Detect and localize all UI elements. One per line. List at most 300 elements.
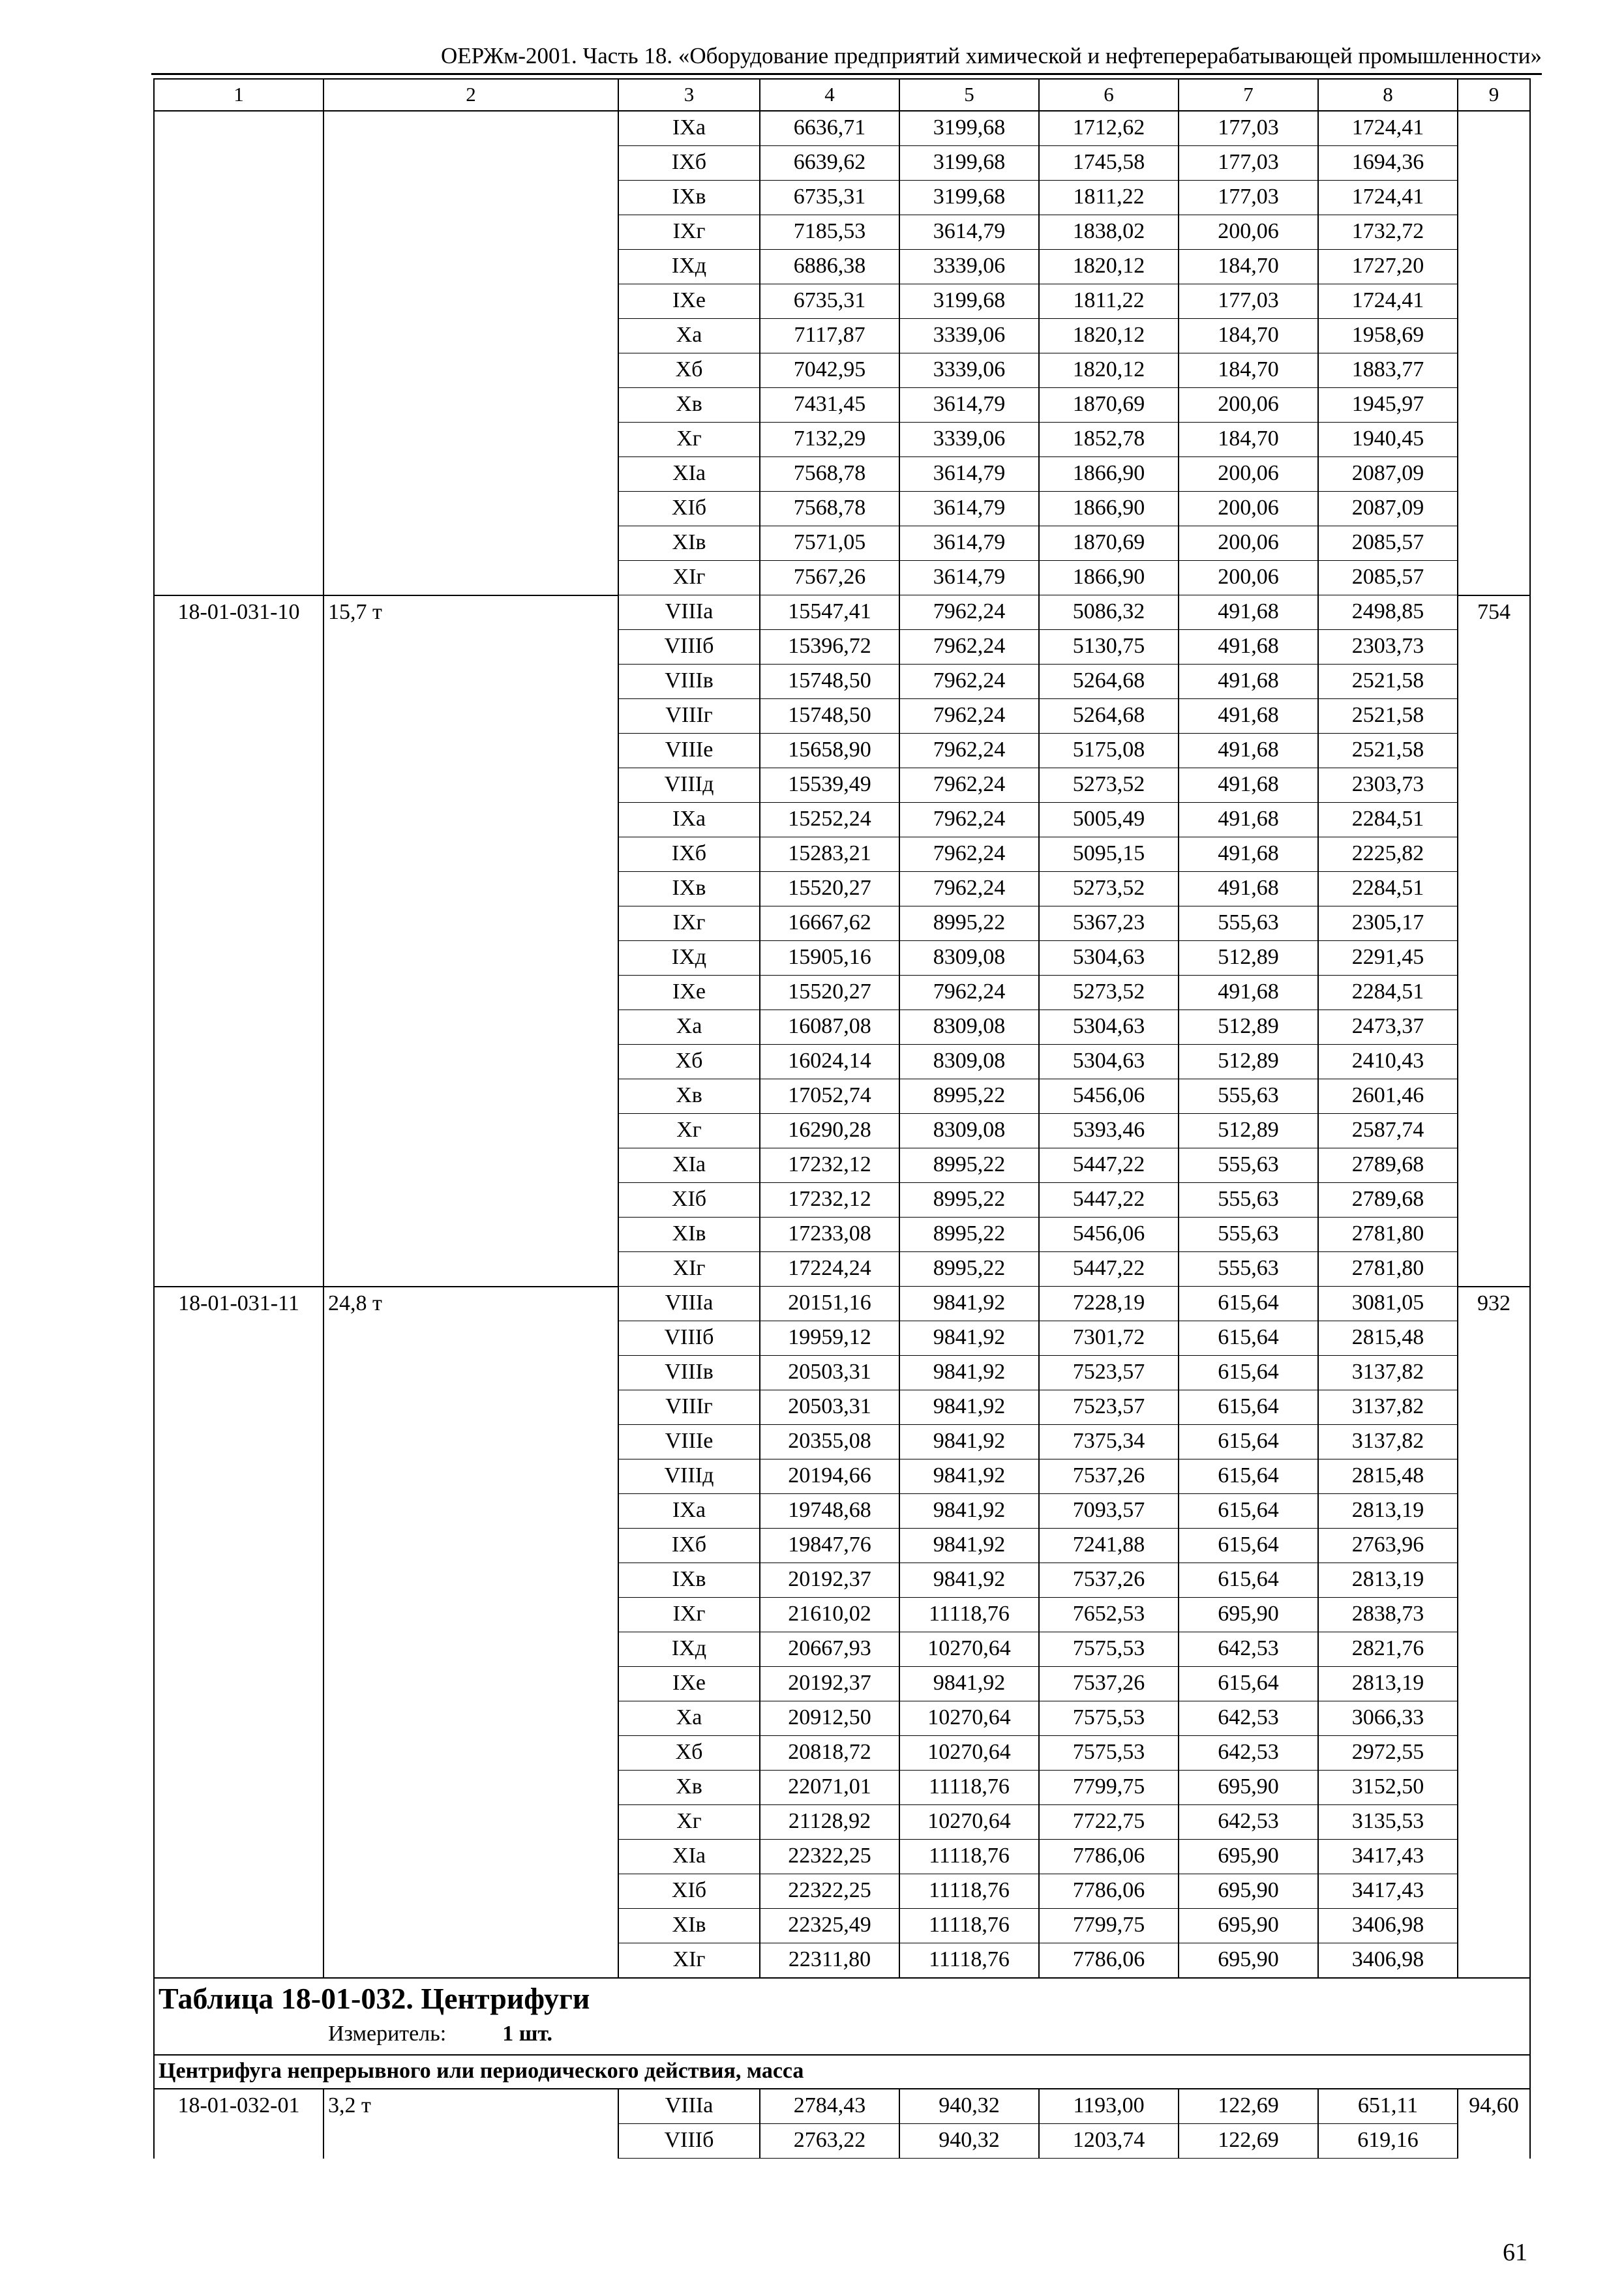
value-cell: 3614,79 — [899, 215, 1039, 250]
value-cell: 16667,62 — [760, 906, 899, 941]
value-cell: 5456,06 — [1039, 1079, 1179, 1114]
table-row — [154, 1010, 1530, 1045]
value-cell: 491,68 — [1179, 837, 1318, 872]
value-cell: 1694,36 — [1318, 146, 1458, 181]
value-cell: 1724,41 — [1318, 181, 1458, 215]
value-cell: 9841,92 — [899, 1563, 1039, 1598]
value-cell: 615,64 — [1179, 1563, 1318, 1598]
value-cell: 17232,12 — [760, 1183, 899, 1218]
rates-table — [153, 78, 1531, 2159]
table-row — [154, 1494, 1530, 1529]
value-cell: 3417,43 — [1318, 1874, 1458, 1909]
rate-code-cell — [154, 1425, 323, 1459]
column-number: 3 — [618, 79, 760, 111]
rate-code-cell — [154, 353, 323, 388]
measure-value: 1 шт. — [502, 2022, 553, 2046]
col9-cell — [1458, 1252, 1530, 1287]
value-cell: 491,68 — [1179, 595, 1318, 630]
col9-cell — [1458, 1701, 1530, 1736]
table-row — [154, 1805, 1530, 1840]
value-cell: 7962,24 — [899, 976, 1039, 1010]
mass-cell — [323, 1632, 618, 1667]
category-cell: Xв — [618, 388, 760, 423]
value-cell: 2815,48 — [1318, 1321, 1458, 1356]
table-row — [154, 1356, 1530, 1390]
value-cell: 491,68 — [1179, 803, 1318, 837]
value-cell: 9841,92 — [899, 1390, 1039, 1425]
value-cell: 2972,55 — [1318, 1736, 1458, 1771]
value-cell: 695,90 — [1179, 1943, 1318, 1979]
value-cell: 10270,64 — [899, 1701, 1039, 1736]
col9-cell — [1458, 1010, 1530, 1045]
value-cell: 19959,12 — [760, 1321, 899, 1356]
column-number: 4 — [760, 79, 899, 111]
category-cell: Xв — [618, 1771, 760, 1805]
category-cell: VIIIд — [618, 768, 760, 803]
mass-cell — [323, 250, 618, 284]
category-cell: IXа — [618, 1494, 760, 1529]
mass-cell — [323, 976, 618, 1010]
table-row — [154, 526, 1530, 561]
col9-cell — [1458, 1771, 1530, 1805]
value-cell: 7575,53 — [1039, 1701, 1179, 1736]
table-caption-row — [154, 1978, 1530, 2055]
value-cell: 5273,52 — [1039, 768, 1179, 803]
value-cell: 20192,37 — [760, 1667, 899, 1701]
value-cell: 615,64 — [1179, 1425, 1318, 1459]
rate-code-cell — [154, 699, 323, 734]
category-cell: Xа — [618, 1010, 760, 1045]
table-title: Таблица 18-01-032. Центрифуги — [158, 1982, 590, 2015]
value-cell: 1193,00 — [1039, 2089, 1179, 2124]
value-cell: 10270,64 — [899, 1805, 1039, 1840]
col9-cell — [1458, 976, 1530, 1010]
rate-code-cell — [154, 1252, 323, 1287]
table-row — [154, 630, 1530, 665]
value-cell: 122,69 — [1179, 2089, 1318, 2124]
value-cell: 6636,71 — [760, 111, 899, 146]
mass-cell — [323, 1805, 618, 1840]
value-cell: 177,03 — [1179, 284, 1318, 319]
value-cell: 7537,26 — [1039, 1563, 1179, 1598]
mass-cell — [323, 146, 618, 181]
category-cell: Xа — [618, 319, 760, 353]
col9-cell — [1458, 803, 1530, 837]
mass-cell — [323, 1356, 618, 1390]
col9-cell — [1458, 1148, 1530, 1183]
value-cell: 940,32 — [899, 2089, 1039, 2124]
value-cell: 1866,90 — [1039, 457, 1179, 492]
value-cell: 1820,12 — [1039, 250, 1179, 284]
category-cell: VIIIб — [618, 630, 760, 665]
mass-cell — [323, 1459, 618, 1494]
value-cell: 9841,92 — [899, 1459, 1039, 1494]
col9-cell — [1458, 1805, 1530, 1840]
table-row — [154, 1459, 1530, 1494]
col9-cell — [1458, 1909, 1530, 1943]
value-cell: 2521,58 — [1318, 665, 1458, 699]
mass-cell — [323, 1218, 618, 1252]
value-cell: 7537,26 — [1039, 1667, 1179, 1701]
col9-cell — [1458, 561, 1530, 595]
rate-code-cell — [154, 1563, 323, 1598]
rate-code-cell — [154, 1529, 323, 1563]
value-cell: 5393,46 — [1039, 1114, 1179, 1148]
value-cell: 184,70 — [1179, 250, 1318, 284]
value-cell: 7042,95 — [760, 353, 899, 388]
value-cell: 3614,79 — [899, 457, 1039, 492]
table-row — [154, 1321, 1530, 1356]
mass-cell — [323, 1079, 618, 1114]
value-cell: 5175,08 — [1039, 734, 1179, 768]
value-cell: 615,64 — [1179, 1287, 1318, 1321]
value-cell: 16087,08 — [760, 1010, 899, 1045]
table-row — [154, 1701, 1530, 1736]
value-cell: 10270,64 — [899, 1632, 1039, 1667]
value-cell: 491,68 — [1179, 665, 1318, 699]
table-row — [154, 215, 1530, 250]
value-cell: 2781,80 — [1318, 1218, 1458, 1252]
value-cell: 11118,76 — [899, 1598, 1039, 1632]
value-cell: 491,68 — [1179, 699, 1318, 734]
rate-code-cell — [154, 526, 323, 561]
value-cell: 2303,73 — [1318, 630, 1458, 665]
col9-cell — [1458, 941, 1530, 976]
value-cell: 7962,24 — [899, 803, 1039, 837]
mass-cell — [323, 1563, 618, 1598]
value-cell: 200,06 — [1179, 492, 1318, 526]
category-cell: Xб — [618, 1736, 760, 1771]
value-cell: 1724,41 — [1318, 284, 1458, 319]
table-row — [154, 2089, 1530, 2124]
mass-cell — [323, 1321, 618, 1356]
value-cell: 2087,09 — [1318, 492, 1458, 526]
value-cell: 5367,23 — [1039, 906, 1179, 941]
col9-cell — [1458, 1529, 1530, 1563]
value-cell: 1852,78 — [1039, 423, 1179, 457]
value-cell: 5304,63 — [1039, 1045, 1179, 1079]
value-cell: 2813,19 — [1318, 1563, 1458, 1598]
mass-cell — [323, 630, 618, 665]
rate-code-cell — [154, 1356, 323, 1390]
section-title: Центрифуга непрерывного или периодического действия, масса — [154, 2055, 1530, 2089]
col9-cell — [1458, 630, 1530, 665]
value-cell: 184,70 — [1179, 353, 1318, 388]
rate-code-cell — [154, 250, 323, 284]
rate-code-cell — [154, 1114, 323, 1148]
table-row — [154, 1529, 1530, 1563]
mass-cell: 24,8 т — [323, 1287, 618, 1321]
value-cell: 2085,57 — [1318, 561, 1458, 595]
col9-cell — [1458, 1390, 1530, 1425]
value-cell: 122,69 — [1179, 2124, 1318, 2159]
table-row — [154, 906, 1530, 941]
table-row — [154, 1632, 1530, 1667]
value-cell: 695,90 — [1179, 1909, 1318, 1943]
rate-code-cell — [154, 1459, 323, 1494]
mass-cell — [323, 1183, 618, 1218]
value-cell: 1745,58 — [1039, 146, 1179, 181]
rate-code-cell — [154, 1079, 323, 1114]
value-cell: 512,89 — [1179, 1045, 1318, 1079]
value-cell: 11118,76 — [899, 1909, 1039, 1943]
rate-code-cell — [154, 1667, 323, 1701]
value-cell: 7571,05 — [760, 526, 899, 561]
value-cell: 5456,06 — [1039, 1218, 1179, 1252]
value-cell: 1820,12 — [1039, 353, 1179, 388]
rate-code-cell — [154, 457, 323, 492]
value-cell: 177,03 — [1179, 111, 1318, 146]
table-row — [154, 1425, 1530, 1459]
value-cell: 615,64 — [1179, 1321, 1318, 1356]
value-cell: 2521,58 — [1318, 699, 1458, 734]
value-cell: 2085,57 — [1318, 526, 1458, 561]
rate-code-cell — [154, 111, 323, 146]
col9-cell — [1458, 665, 1530, 699]
value-cell: 7228,19 — [1039, 1287, 1179, 1321]
value-cell: 10270,64 — [899, 1736, 1039, 1771]
mass-cell — [323, 1010, 618, 1045]
category-cell: Xб — [618, 1045, 760, 1079]
value-cell: 2821,76 — [1318, 1632, 1458, 1667]
value-cell: 16024,14 — [760, 1045, 899, 1079]
table-row — [154, 423, 1530, 457]
value-cell: 8309,08 — [899, 1010, 1039, 1045]
value-cell: 7786,06 — [1039, 1943, 1179, 1979]
value-cell: 20818,72 — [760, 1736, 899, 1771]
mass-cell — [323, 1840, 618, 1874]
value-cell: 695,90 — [1179, 1771, 1318, 1805]
mass-cell — [323, 1909, 618, 1943]
category-cell: XIв — [618, 1218, 760, 1252]
value-cell: 7568,78 — [760, 492, 899, 526]
rate-code-cell — [154, 215, 323, 250]
mass-cell — [323, 941, 618, 976]
mass-cell — [323, 492, 618, 526]
value-cell: 2410,43 — [1318, 1045, 1458, 1079]
category-cell: VIIIд — [618, 1459, 760, 1494]
value-cell: 3152,50 — [1318, 1771, 1458, 1805]
value-cell: 22325,49 — [760, 1909, 899, 1943]
value-cell: 2813,19 — [1318, 1667, 1458, 1701]
rate-code-cell: 18-01-031-11 — [154, 1287, 323, 1321]
table-row — [154, 1667, 1530, 1701]
rate-code-cell — [154, 1321, 323, 1356]
value-cell: 555,63 — [1179, 1183, 1318, 1218]
category-cell: VIIIе — [618, 734, 760, 768]
value-cell: 20503,31 — [760, 1390, 899, 1425]
value-cell: 177,03 — [1179, 181, 1318, 215]
value-cell: 1870,69 — [1039, 388, 1179, 423]
value-cell: 20503,31 — [760, 1356, 899, 1390]
rate-code-cell — [154, 1598, 323, 1632]
value-cell: 2789,68 — [1318, 1148, 1458, 1183]
col9-cell — [1458, 1943, 1530, 1979]
mass-cell — [323, 353, 618, 388]
mass-cell — [323, 526, 618, 561]
value-cell: 2498,85 — [1318, 595, 1458, 630]
col9-cell — [1458, 1356, 1530, 1390]
table-row — [154, 1045, 1530, 1079]
mass-cell — [323, 388, 618, 423]
value-cell: 615,64 — [1179, 1529, 1318, 1563]
table-row — [154, 941, 1530, 976]
table-row — [154, 1218, 1530, 1252]
rate-code-cell — [154, 941, 323, 976]
value-cell: 8995,22 — [899, 1079, 1039, 1114]
category-cell: VIIIг — [618, 699, 760, 734]
rate-code-cell — [154, 1943, 323, 1979]
col9-cell — [1458, 1321, 1530, 1356]
rate-code-cell — [154, 976, 323, 1010]
value-cell: 15748,50 — [760, 665, 899, 699]
value-cell: 2813,19 — [1318, 1494, 1458, 1529]
value-cell: 615,64 — [1179, 1356, 1318, 1390]
value-cell: 2473,37 — [1318, 1010, 1458, 1045]
value-cell: 2601,46 — [1318, 1079, 1458, 1114]
value-cell: 1203,74 — [1039, 2124, 1179, 2159]
col9-cell — [1458, 1114, 1530, 1148]
value-cell: 1945,97 — [1318, 388, 1458, 423]
value-cell: 6886,38 — [760, 250, 899, 284]
category-cell: IXа — [618, 803, 760, 837]
value-cell: 11118,76 — [899, 1771, 1039, 1805]
rate-code-cell — [154, 1874, 323, 1909]
value-cell: 20912,50 — [760, 1701, 899, 1736]
value-cell: 2291,45 — [1318, 941, 1458, 976]
col9-cell — [1458, 1459, 1530, 1494]
value-cell: 642,53 — [1179, 1736, 1318, 1771]
rate-code-cell — [154, 768, 323, 803]
col9-cell — [1458, 1874, 1530, 1909]
mass-cell — [323, 561, 618, 595]
value-cell: 9841,92 — [899, 1321, 1039, 1356]
col9-cell: 94,60 — [1458, 2089, 1530, 2124]
value-cell: 22311,80 — [760, 1943, 899, 1979]
mass-cell — [323, 1667, 618, 1701]
col9-cell — [1458, 388, 1530, 423]
value-cell: 3339,06 — [899, 319, 1039, 353]
value-cell: 615,64 — [1179, 1390, 1318, 1425]
category-cell: IXв — [618, 1563, 760, 1598]
category-cell: Xг — [618, 1805, 760, 1840]
value-cell: 7567,26 — [760, 561, 899, 595]
table-row — [154, 146, 1530, 181]
column-number-row — [154, 79, 1530, 111]
value-cell: 2781,80 — [1318, 1252, 1458, 1287]
table-row — [154, 976, 1530, 1010]
value-cell: 1712,62 — [1039, 111, 1179, 146]
value-cell: 3199,68 — [899, 111, 1039, 146]
section-row — [154, 2055, 1530, 2089]
rate-code-cell — [154, 1909, 323, 1943]
value-cell: 695,90 — [1179, 1598, 1318, 1632]
mass-cell — [323, 1874, 618, 1909]
mass-cell — [323, 1390, 618, 1425]
value-cell: 3137,82 — [1318, 1390, 1458, 1425]
value-cell: 1724,41 — [1318, 111, 1458, 146]
category-cell: VIIIг — [618, 1390, 760, 1425]
table-row — [154, 872, 1530, 906]
value-cell: 1866,90 — [1039, 492, 1179, 526]
col9-cell — [1458, 492, 1530, 526]
column-number: 1 — [154, 79, 323, 111]
category-cell: XIа — [618, 457, 760, 492]
rate-code-cell — [154, 1805, 323, 1840]
value-cell: 7962,24 — [899, 665, 1039, 699]
table-row — [154, 1874, 1530, 1909]
mass-cell — [323, 1045, 618, 1079]
value-cell: 15905,16 — [760, 941, 899, 976]
value-cell: 20192,37 — [760, 1563, 899, 1598]
value-cell: 15748,50 — [760, 699, 899, 734]
rate-code-cell — [154, 492, 323, 526]
category-cell: XIа — [618, 1148, 760, 1183]
rate-code-cell — [154, 1771, 323, 1805]
value-cell: 555,63 — [1179, 906, 1318, 941]
value-cell: 2815,48 — [1318, 1459, 1458, 1494]
rate-code-cell — [154, 2124, 323, 2159]
value-cell: 15520,27 — [760, 872, 899, 906]
value-cell: 1727,20 — [1318, 250, 1458, 284]
col9-cell — [1458, 215, 1530, 250]
table-row — [154, 803, 1530, 837]
rate-code-cell — [154, 872, 323, 906]
value-cell: 15658,90 — [760, 734, 899, 768]
value-cell: 5304,63 — [1039, 941, 1179, 976]
column-number: 8 — [1318, 79, 1458, 111]
value-cell: 7652,53 — [1039, 1598, 1179, 1632]
col9-cell — [1458, 699, 1530, 734]
value-cell: 6735,31 — [760, 181, 899, 215]
value-cell: 7786,06 — [1039, 1840, 1179, 1874]
table-row — [154, 1771, 1530, 1805]
column-number: 5 — [899, 79, 1039, 111]
value-cell: 642,53 — [1179, 1805, 1318, 1840]
category-cell: XIб — [618, 1183, 760, 1218]
value-cell: 11118,76 — [899, 1943, 1039, 1979]
value-cell: 3339,06 — [899, 250, 1039, 284]
rate-code-cell — [154, 388, 323, 423]
value-cell: 7962,24 — [899, 630, 1039, 665]
mass-cell — [323, 1494, 618, 1529]
mass-cell — [323, 803, 618, 837]
value-cell: 15520,27 — [760, 976, 899, 1010]
value-cell: 1940,45 — [1318, 423, 1458, 457]
category-cell: Xв — [618, 1079, 760, 1114]
category-cell: IXг — [618, 215, 760, 250]
value-cell: 555,63 — [1179, 1079, 1318, 1114]
table-row — [154, 734, 1530, 768]
value-cell: 200,06 — [1179, 561, 1318, 595]
category-cell: IXб — [618, 1529, 760, 1563]
value-cell: 3066,33 — [1318, 1701, 1458, 1736]
value-cell: 5086,32 — [1039, 595, 1179, 630]
table-row — [154, 699, 1530, 734]
value-cell: 7962,24 — [899, 734, 1039, 768]
rate-code-cell: 18-01-032-01 — [154, 2089, 323, 2124]
rate-code-cell — [154, 1045, 323, 1079]
value-cell: 8309,08 — [899, 941, 1039, 976]
value-cell: 1811,22 — [1039, 181, 1179, 215]
value-cell: 2284,51 — [1318, 872, 1458, 906]
table-caption-cell — [154, 1978, 1530, 2055]
rate-code-cell — [154, 319, 323, 353]
mass-cell — [323, 837, 618, 872]
value-cell: 3339,06 — [899, 423, 1039, 457]
category-cell: Xг — [618, 423, 760, 457]
mass-cell — [323, 1148, 618, 1183]
